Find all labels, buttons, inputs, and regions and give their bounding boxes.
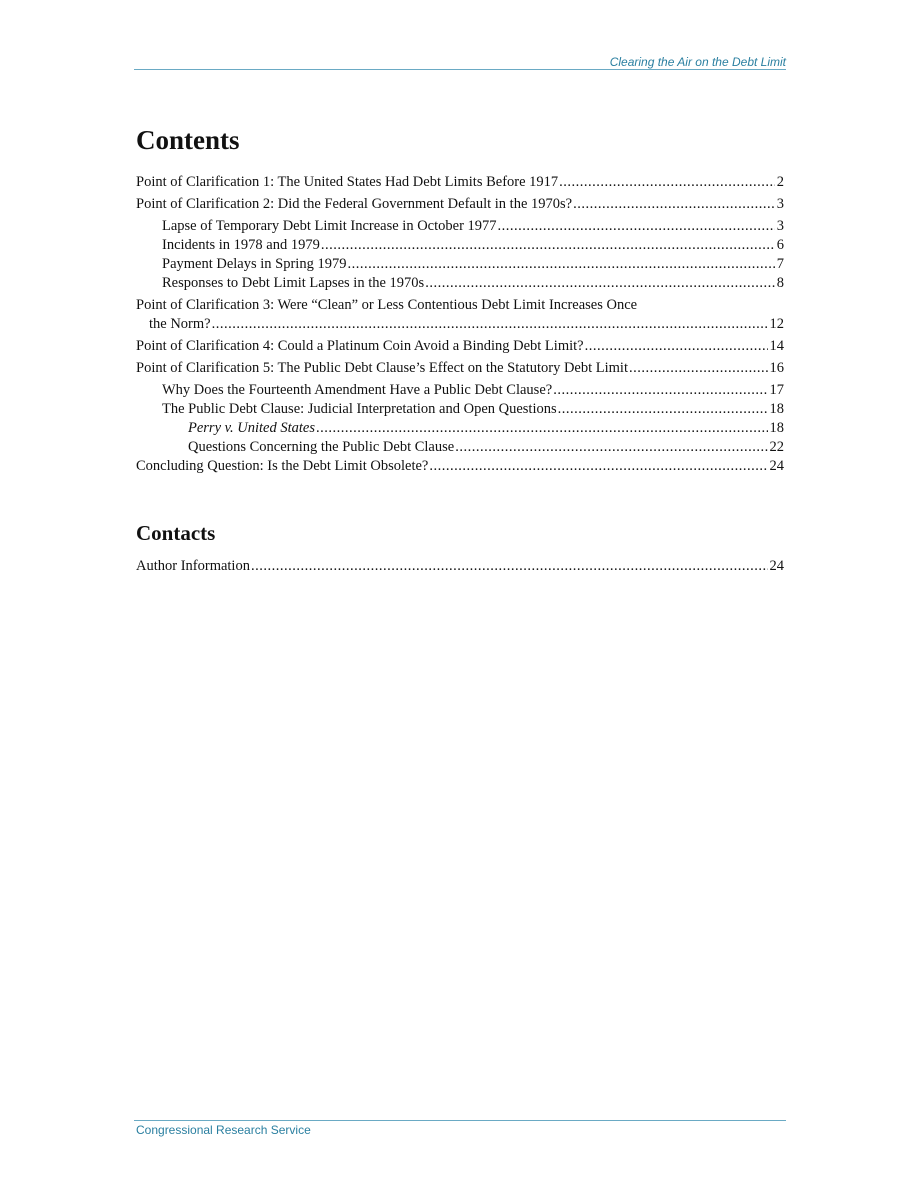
dot-leader bbox=[316, 419, 768, 438]
toc-entry-fourteenth-amendment[interactable]: Why Does the Fourteenth Amendment Have a Public Debt Clause? ..... 17 bbox=[136, 381, 784, 400]
toc-entry-clarification-4[interactable]: Point of Clarification 4: Could a Platinum Coin Avoid a Binding Debt Limit? ..... 14 bbox=[136, 337, 784, 356]
toc-entry-payment-delays[interactable]: Payment Delays in Spring 1979 ..... 7 bbox=[136, 255, 784, 274]
contents-heading: Contents bbox=[136, 125, 240, 155]
toc-entry-clarification-3[interactable] bbox=[136, 296, 784, 334]
contacts-heading: Contacts bbox=[136, 521, 216, 545]
toc-entry-clarification-2[interactable]: Point of Clarification 2: Did the Federal Government Default in the 1970s? ..... 3 bbox=[136, 195, 784, 214]
toc-entry-concluding-question[interactable]: Concluding Question: Is the Debt Limit Obsolete? ..... 24 bbox=[136, 457, 784, 476]
dot-leader bbox=[347, 255, 774, 274]
toc-entry-clarification-1[interactable]: Point of Clarification 1: The United States Had Debt Limits Before 1917 ..... 2 bbox=[136, 173, 784, 192]
dot-leader bbox=[553, 381, 767, 400]
toc-entry-responses-1970s[interactable]: Responses to Debt Limit Lapses in the 1970s ..... 8 bbox=[136, 274, 784, 293]
toc-entry-continuation: the Norm? ..... 12 bbox=[136, 315, 784, 334]
dot-leader bbox=[321, 236, 775, 255]
dot-leader bbox=[251, 557, 768, 576]
toc-entry-incidents-1978-1979[interactable]: Incidents in 1978 and 1979 ..... 6 bbox=[136, 236, 784, 255]
dot-leader bbox=[429, 457, 767, 476]
table-of-contents bbox=[136, 173, 784, 476]
toc-entry-judicial-interpretation[interactable]: The Public Debt Clause: Judicial Interpretation and Open Questions ..... 18 bbox=[136, 400, 784, 419]
dot-leader bbox=[629, 359, 768, 378]
header-divider bbox=[134, 69, 786, 70]
contacts-list bbox=[136, 557, 784, 576]
dot-leader bbox=[212, 315, 768, 334]
dot-leader bbox=[455, 438, 767, 457]
toc-entry-questions-public-debt-clause[interactable]: Questions Concerning the Public Debt Clause ..... 22 bbox=[136, 438, 784, 457]
dot-leader bbox=[425, 274, 775, 293]
toc-entry-perry-v-united-states[interactable]: Perry v. United States ..... 18 bbox=[136, 419, 784, 438]
dot-leader bbox=[585, 337, 768, 356]
footer-divider bbox=[134, 1120, 786, 1121]
dot-leader bbox=[559, 173, 775, 192]
dot-leader bbox=[498, 217, 775, 236]
footer-organization: Congressional Research Service bbox=[136, 1123, 311, 1137]
toc-entry-author-information[interactable]: Author Information ..... 24 bbox=[136, 557, 784, 576]
toc-entry-text: Point of Clarification 3: Were “Clean” or Less Contentious Debt Limit Increases Once bbox=[136, 297, 638, 313]
dot-leader bbox=[558, 400, 768, 419]
toc-entry-clarification-5[interactable]: Point of Clarification 5: The Public Debt Clause’s Effect on the Statutory Debt Limit ..... 16 bbox=[136, 359, 784, 378]
dot-leader bbox=[573, 195, 775, 214]
running-header-title: Clearing the Air on the Debt Limit bbox=[609, 55, 786, 69]
toc-entry-lapse-1977[interactable]: Lapse of Temporary Debt Limit Increase in October 1977 ..... 3 bbox=[136, 217, 784, 236]
